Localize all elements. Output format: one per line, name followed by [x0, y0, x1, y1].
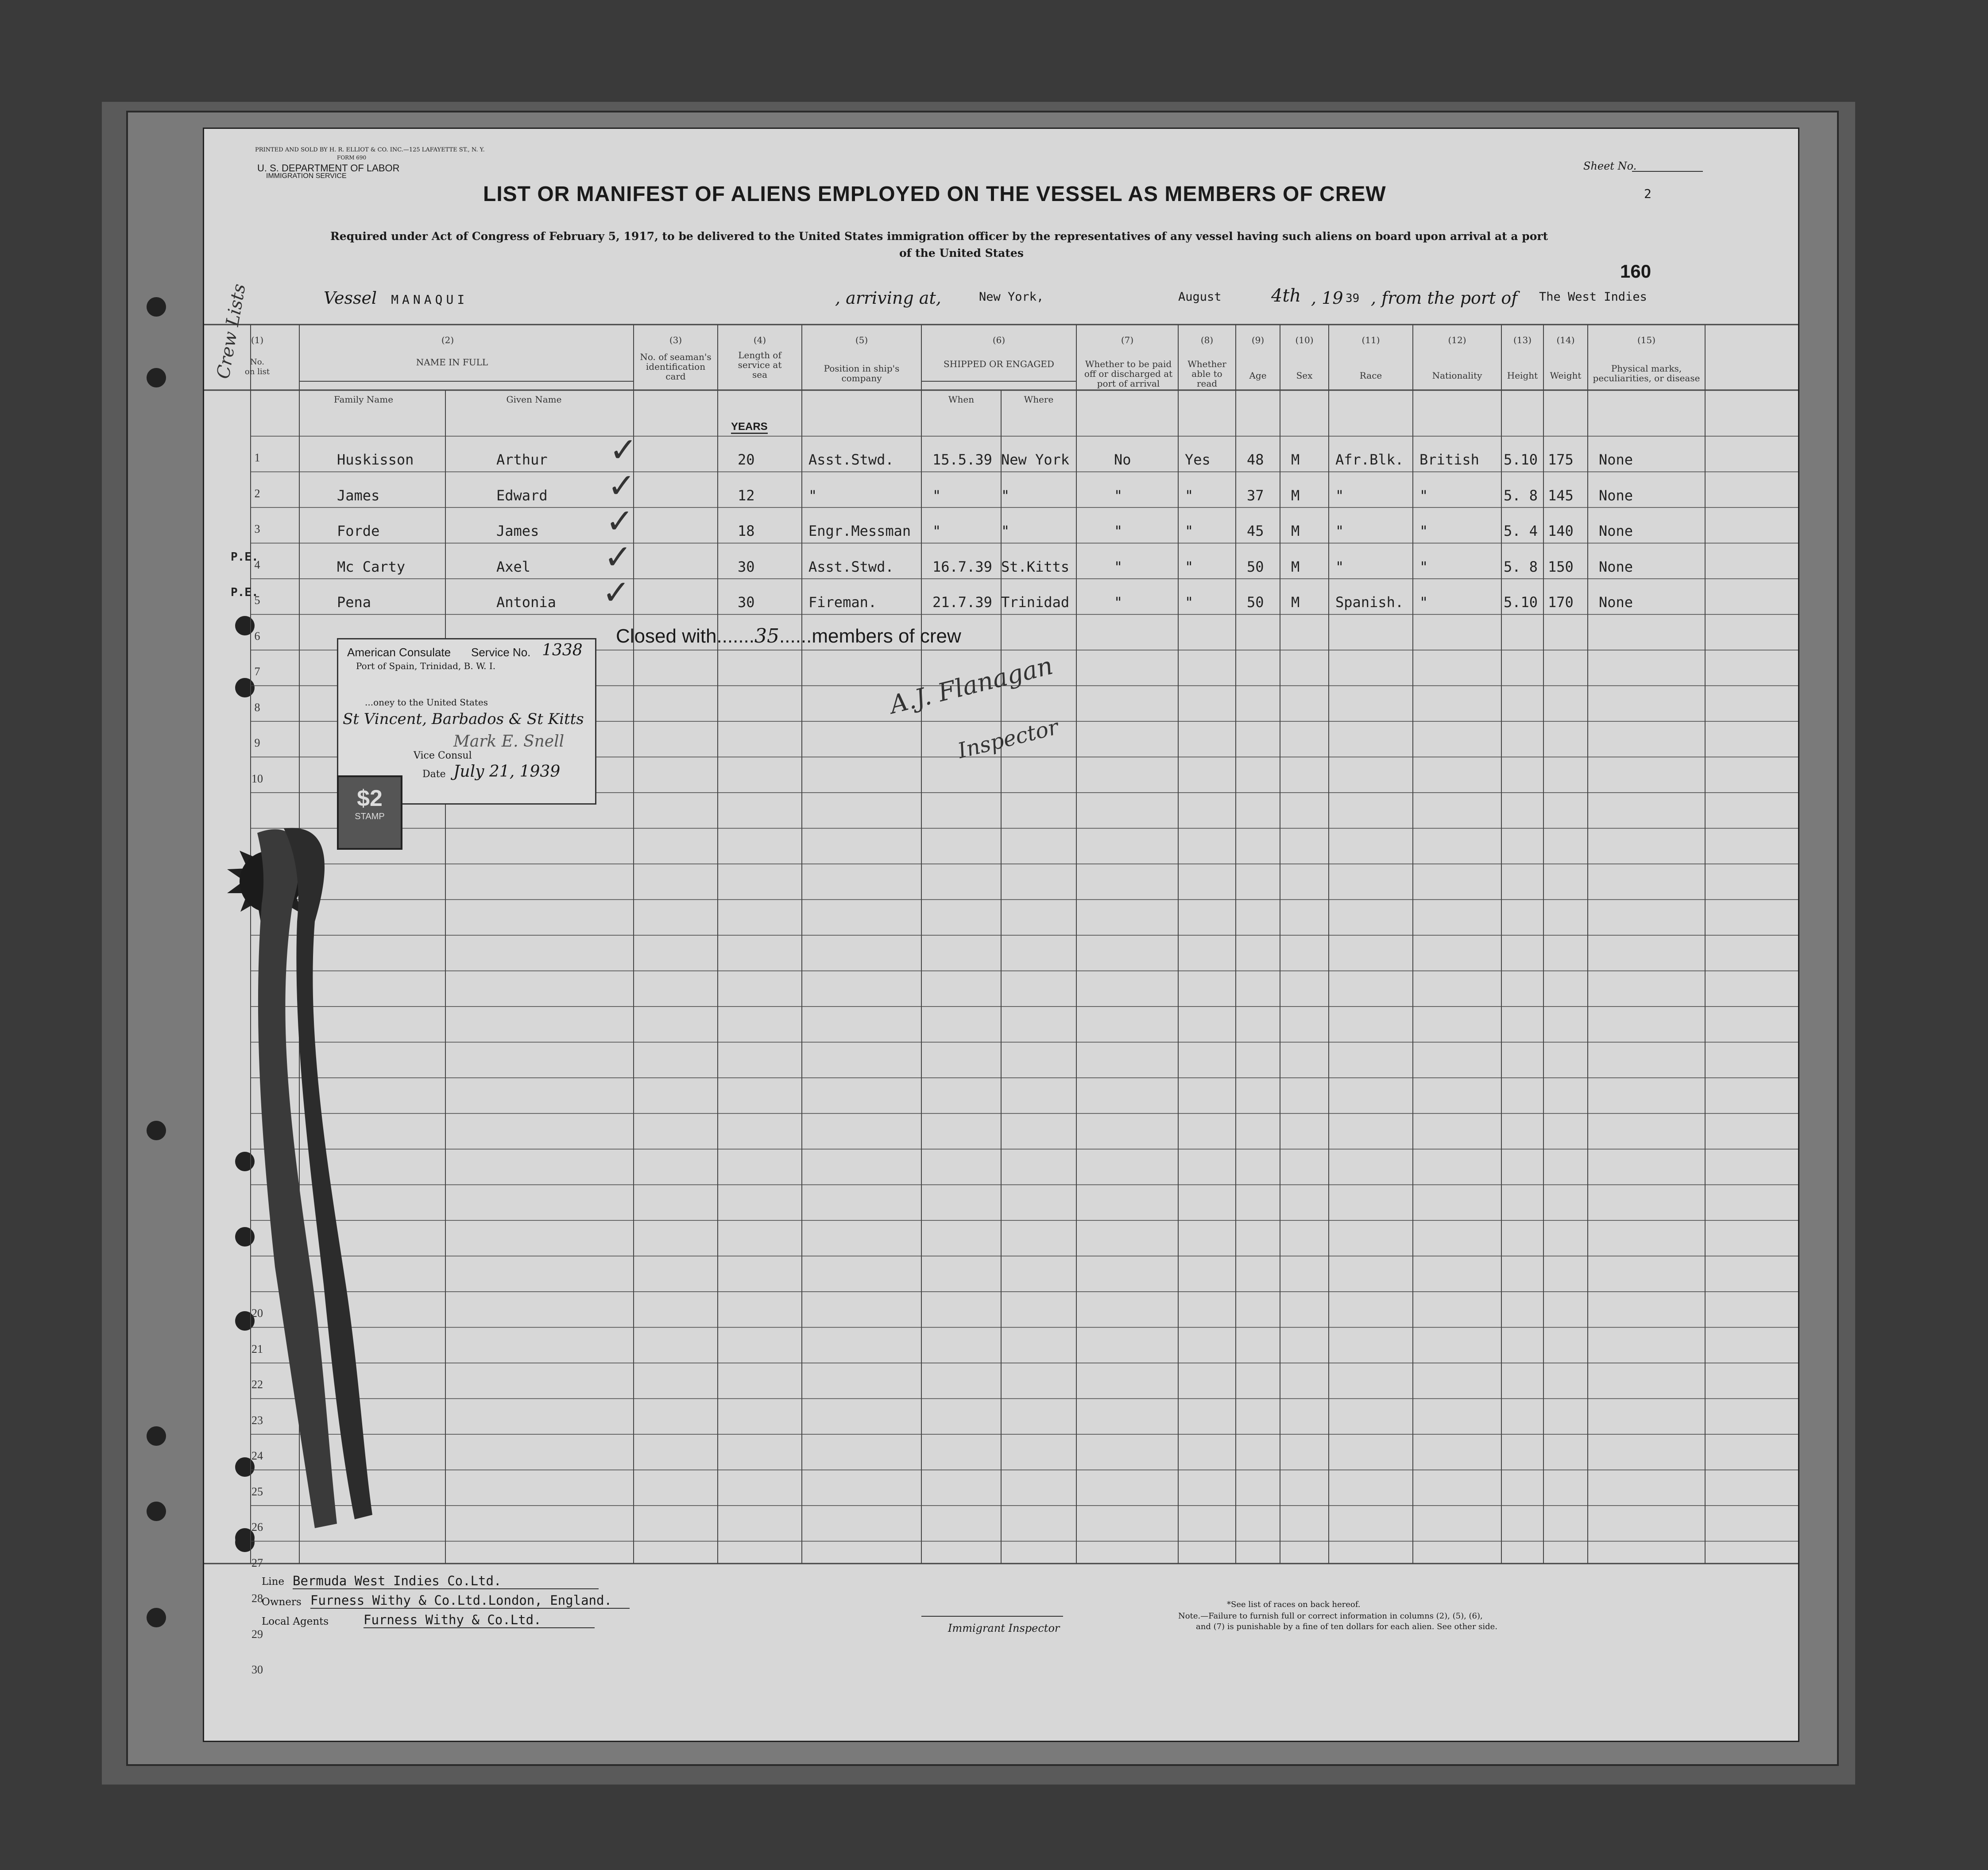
- col-15-number: (15): [1637, 335, 1656, 345]
- crew-service-years: 18: [738, 523, 755, 539]
- crew-given-name: Arthur: [496, 451, 548, 468]
- col-6-number: (6): [992, 335, 1006, 345]
- service-name: IMMIGRATION SERVICE: [266, 172, 347, 180]
- crew-able-to-read: ": [1185, 523, 1194, 539]
- row-number: 7: [254, 665, 260, 678]
- crew-weight: 150: [1548, 558, 1574, 575]
- crew-race: ": [1335, 523, 1344, 539]
- col-12-label: Nationality: [1432, 370, 1482, 381]
- crew-service-years: 20: [738, 451, 755, 468]
- row-number: 30: [251, 1663, 263, 1676]
- crew-paid-off: No: [1114, 451, 1131, 468]
- years-label: YEARS: [731, 421, 768, 434]
- crew-shipped-where: ": [1001, 523, 1010, 539]
- closed-dots: ......: [779, 625, 812, 647]
- crew-family-name: Mc Carty: [337, 558, 406, 575]
- consulate-signature: Mark E. Snell: [453, 732, 565, 751]
- col-8-number: (8): [1200, 335, 1214, 345]
- row-number: 4: [254, 558, 260, 571]
- crew-position: Engr.Messman: [808, 523, 911, 539]
- crew-height: 5. 8: [1504, 558, 1538, 575]
- col-6-label: SHIPPED OR ENGAGED: [944, 359, 1054, 369]
- col-3-number: (3): [669, 335, 682, 345]
- col-12-number: (12): [1448, 335, 1466, 345]
- crew-able-to-read: ": [1185, 558, 1194, 575]
- crew-shipped-where: ": [1001, 487, 1010, 504]
- date-label: Date: [422, 769, 446, 780]
- inspector-title: Inspector: [955, 714, 1061, 764]
- row-number: 20: [251, 1307, 263, 1320]
- crew-sex: M: [1291, 523, 1300, 539]
- crew-position: Asst.Stwd.: [808, 558, 894, 575]
- consulate-date: July 21, 1939: [453, 763, 561, 781]
- crew-age: 45: [1247, 523, 1264, 539]
- consulate-title: American Consulate: [347, 646, 451, 659]
- row-number: 24: [251, 1449, 263, 1462]
- printer-line: PRINTED AND SOLD BY H. R. ELLIOT & CO. INC.—125 LAFAYETTE ST., N. Y.: [255, 147, 485, 153]
- col-4-number: (4): [753, 335, 766, 345]
- check-mark-icon: ✓: [604, 537, 632, 577]
- crew-shipped-when: ": [932, 523, 941, 539]
- year-suffix: 39: [1346, 292, 1360, 305]
- col-5-number: (5): [855, 335, 868, 345]
- crew-shipped-when: 15.5.39: [932, 451, 992, 468]
- seal-with-ribbon: [204, 806, 390, 1586]
- margin-annotation: Crew Lists: [213, 282, 250, 380]
- inspector-signature-line: [921, 1616, 1063, 1617]
- row-number: 5: [254, 594, 260, 607]
- footer-note-3: and (7) is punishable by a fine of ten dollars for each alien. See other side.: [1196, 1622, 1498, 1631]
- check-mark-icon: ✓: [607, 465, 636, 505]
- crew-able-to-read: ": [1185, 487, 1194, 504]
- consulate-handwritten: St Vincent, Barbados & St Kitts: [343, 710, 584, 728]
- closed-prefix: Closed with: [616, 625, 717, 647]
- crew-shipped-when: 21.7.39: [932, 594, 992, 611]
- crew-family-name: James: [337, 487, 380, 504]
- col-4-label: Length of service at sea: [738, 350, 782, 380]
- page-number: 160: [1620, 261, 1652, 282]
- check-mark-icon: ✓: [602, 573, 630, 612]
- crew-height: 5. 8: [1504, 487, 1538, 504]
- pe-mark: P.E.: [231, 586, 259, 599]
- col-3-label: No. of seaman's identification card: [640, 352, 712, 382]
- col-14-label: Weight: [1550, 370, 1582, 381]
- manifest-sheet: [203, 128, 1799, 1742]
- crew-race: Spanish.: [1335, 594, 1404, 611]
- col-9-label: Age: [1249, 370, 1267, 381]
- row-number: 23: [251, 1413, 263, 1427]
- row-number: 27: [251, 1556, 263, 1569]
- col-6-where: Where: [1024, 394, 1054, 405]
- crew-weight: 170: [1548, 594, 1574, 611]
- col-13-label: Height: [1507, 370, 1538, 381]
- check-mark-icon: ✓: [609, 430, 638, 469]
- footer-note-2: Note.—Failure to furnish full or correct information in columns (2), (5), (6),: [1178, 1611, 1483, 1621]
- stamp-value: $2: [357, 786, 383, 811]
- sheet-number: 2: [1644, 186, 1652, 201]
- consulate-role: Vice Consul: [414, 750, 472, 761]
- crew-age: 48: [1247, 451, 1264, 468]
- closed-suffix: members of crew: [812, 625, 961, 647]
- row-number: 2: [254, 487, 260, 500]
- row-number: 26: [251, 1521, 263, 1533]
- crew-physical-marks: None: [1599, 487, 1633, 504]
- crew-given-name: James: [496, 523, 539, 539]
- row-number: 1: [254, 451, 260, 464]
- crew-physical-marks: None: [1599, 594, 1633, 611]
- col-1-label: No. on list: [244, 357, 270, 376]
- col-10-label: Sex: [1296, 370, 1313, 381]
- crew-weight: 145: [1548, 487, 1574, 504]
- consulate-line: ...oney to the United States: [365, 697, 488, 708]
- row-number: 3: [254, 523, 260, 535]
- row-number: 8: [254, 701, 260, 714]
- row-number: 9: [254, 736, 260, 749]
- crew-given-name: Antonia: [496, 594, 556, 611]
- col-9-number: (9): [1251, 335, 1265, 345]
- crew-height: 5.10: [1504, 594, 1538, 611]
- crew-age: 50: [1247, 594, 1264, 611]
- service-label: Service No.: [471, 646, 531, 659]
- arrival-month: August: [1178, 290, 1222, 304]
- col-5-label: Position in ship's company: [824, 363, 900, 383]
- punch-hole: [147, 1426, 166, 1446]
- punch-hole: [147, 1121, 166, 1140]
- col-15-label: Physical marks, peculiarities, or disease: [1593, 363, 1700, 383]
- crew-able-to-read: Yes: [1185, 451, 1211, 468]
- manifest-subtitle-1: Required under Act of Congress of February 5, 1917, to be delivered to the United States immigration officer by the representatives of any vessel having such aliens on board upon arrival at a port: [330, 230, 1548, 243]
- vessel-name: MANAQUI: [391, 292, 468, 307]
- crew-service-years: 30: [738, 558, 755, 575]
- crew-service-years: 30: [738, 594, 755, 611]
- crew-shipped-where: New York: [1001, 451, 1070, 468]
- closed-note: [616, 625, 961, 647]
- arrival-day: 4th: [1271, 286, 1301, 306]
- from-port: The West Indies: [1539, 290, 1647, 304]
- crew-height: 5. 4: [1504, 523, 1538, 539]
- closed-count: 35: [754, 625, 780, 647]
- footer-inspector-label: Immigrant Inspector: [948, 1622, 1060, 1634]
- crew-position: ": [808, 487, 817, 504]
- vessel-label: Vessel: [324, 288, 377, 308]
- crew-shipped-when: 16.7.39: [932, 558, 992, 575]
- row-number: 29: [251, 1627, 263, 1641]
- crew-race: ": [1335, 558, 1344, 575]
- sheet-label: Sheet No.: [1583, 160, 1637, 172]
- crew-weight: 140: [1548, 523, 1574, 539]
- crew-nationality: ": [1419, 523, 1428, 539]
- crew-physical-marks: None: [1599, 451, 1633, 468]
- arriving-label: , arriving at,: [835, 288, 941, 308]
- crew-given-name: Edward: [496, 487, 548, 504]
- year-prefix: , 19: [1311, 288, 1343, 308]
- col-6-when: When: [948, 394, 975, 405]
- crew-paid-off: ": [1114, 487, 1123, 504]
- row-number: 28: [251, 1592, 263, 1605]
- col-7-number: (7): [1121, 335, 1134, 345]
- col-14-number: (14): [1556, 335, 1575, 345]
- crew-family-name: Huskisson: [337, 451, 414, 468]
- crew-paid-off: ": [1114, 523, 1123, 539]
- from-label: , from the port of: [1371, 288, 1518, 308]
- crew-age: 50: [1247, 558, 1264, 575]
- col-2-number: (2): [441, 335, 454, 345]
- col-11-number: (11): [1361, 335, 1380, 345]
- col-2-family: Family Name: [333, 394, 394, 405]
- col-2-given: Given Name: [506, 394, 562, 405]
- footer-owners-label: Owners: [262, 1596, 302, 1608]
- service-number: 1338: [542, 641, 583, 659]
- crew-shipped-when: ": [932, 487, 941, 504]
- manifest-title: LIST OR MANIFEST OF ALIENS EMPLOYED ON THE VESSEL AS MEMBERS OF CREW: [483, 182, 1386, 206]
- crew-age: 37: [1247, 487, 1264, 504]
- crew-nationality: British: [1419, 451, 1479, 468]
- col-2-label: NAME IN FULL: [416, 357, 488, 368]
- crew-service-years: 12: [738, 487, 755, 504]
- punch-hole: [147, 1502, 166, 1521]
- form-number: FORM 690: [337, 155, 367, 161]
- punch-hole: [147, 297, 166, 317]
- footer-agents-label: Local Agents: [262, 1616, 329, 1627]
- stamp-text: STAMP: [355, 812, 385, 821]
- crew-able-to-read: ": [1185, 594, 1194, 611]
- crew-nationality: ": [1419, 487, 1428, 504]
- crew-shipped-where: Trinidad: [1001, 594, 1070, 611]
- arriving-port: New York,: [979, 290, 1044, 304]
- crew-race: ": [1335, 487, 1344, 504]
- crew-physical-marks: None: [1599, 558, 1633, 575]
- col-11-label: Race: [1359, 370, 1382, 381]
- col-7-label: Whether to be paid off or discharged at port of arrival: [1084, 359, 1173, 389]
- crew-sex: M: [1291, 487, 1300, 504]
- crew-paid-off: ": [1114, 594, 1123, 611]
- crew-nationality: ": [1419, 558, 1428, 575]
- punch-hole: [147, 1608, 166, 1627]
- row-number: 22: [251, 1378, 263, 1391]
- crew-position: Asst.Stwd.: [808, 451, 894, 468]
- department-name: U. S. DEPARTMENT OF LABOR: [257, 163, 400, 174]
- crew-given-name: Axel: [496, 558, 531, 575]
- crew-shipped-where: St.Kitts: [1001, 558, 1070, 575]
- punch-hole: [147, 368, 166, 387]
- crew-height: 5.10: [1504, 451, 1538, 468]
- col-1-number: (1): [251, 335, 264, 345]
- row-number: 10: [251, 772, 263, 785]
- crew-family-name: Forde: [337, 523, 380, 539]
- crew-sex: M: [1291, 451, 1300, 468]
- manifest-subtitle-2: of the United States: [899, 247, 1024, 259]
- crew-weight: 175: [1548, 451, 1574, 468]
- row-number: 21: [251, 1342, 263, 1355]
- footer-agents-value: Furness Withy & Co.Ltd.: [364, 1612, 595, 1628]
- col-8-label: Whether able to read: [1187, 359, 1226, 389]
- footer-line-label: Line: [262, 1576, 285, 1587]
- closed-dots: .......: [716, 625, 755, 647]
- pe-mark: P.E.: [231, 550, 259, 564]
- crew-physical-marks: None: [1599, 523, 1633, 539]
- check-mark-icon: ✓: [606, 501, 634, 541]
- crew-sex: M: [1291, 558, 1300, 575]
- crew-nationality: ": [1419, 594, 1428, 611]
- crew-paid-off: ": [1114, 558, 1123, 575]
- col-13-number: (13): [1513, 335, 1532, 345]
- col-10-number: (10): [1295, 335, 1314, 345]
- crew-sex: M: [1291, 594, 1300, 611]
- footer-owners-value: Furness Withy & Co.Ltd.London, England.: [310, 1593, 630, 1609]
- footer-note-1: *See list of races on back hereof.: [1227, 1600, 1361, 1609]
- footer-line-value: Bermuda West Indies Co.Ltd.: [293, 1573, 599, 1589]
- row-number: 25: [251, 1485, 263, 1498]
- crew-family-name: Pena: [337, 594, 371, 611]
- consulate-place: Port of Spain, Trinidad, B. W. I.: [356, 661, 496, 671]
- crew-race: Afr.Blk.: [1335, 451, 1404, 468]
- row-number: 6: [254, 629, 260, 643]
- crew-position: Fireman.: [808, 594, 877, 611]
- inspector-signature: A.J. Flanagan: [887, 651, 1056, 720]
